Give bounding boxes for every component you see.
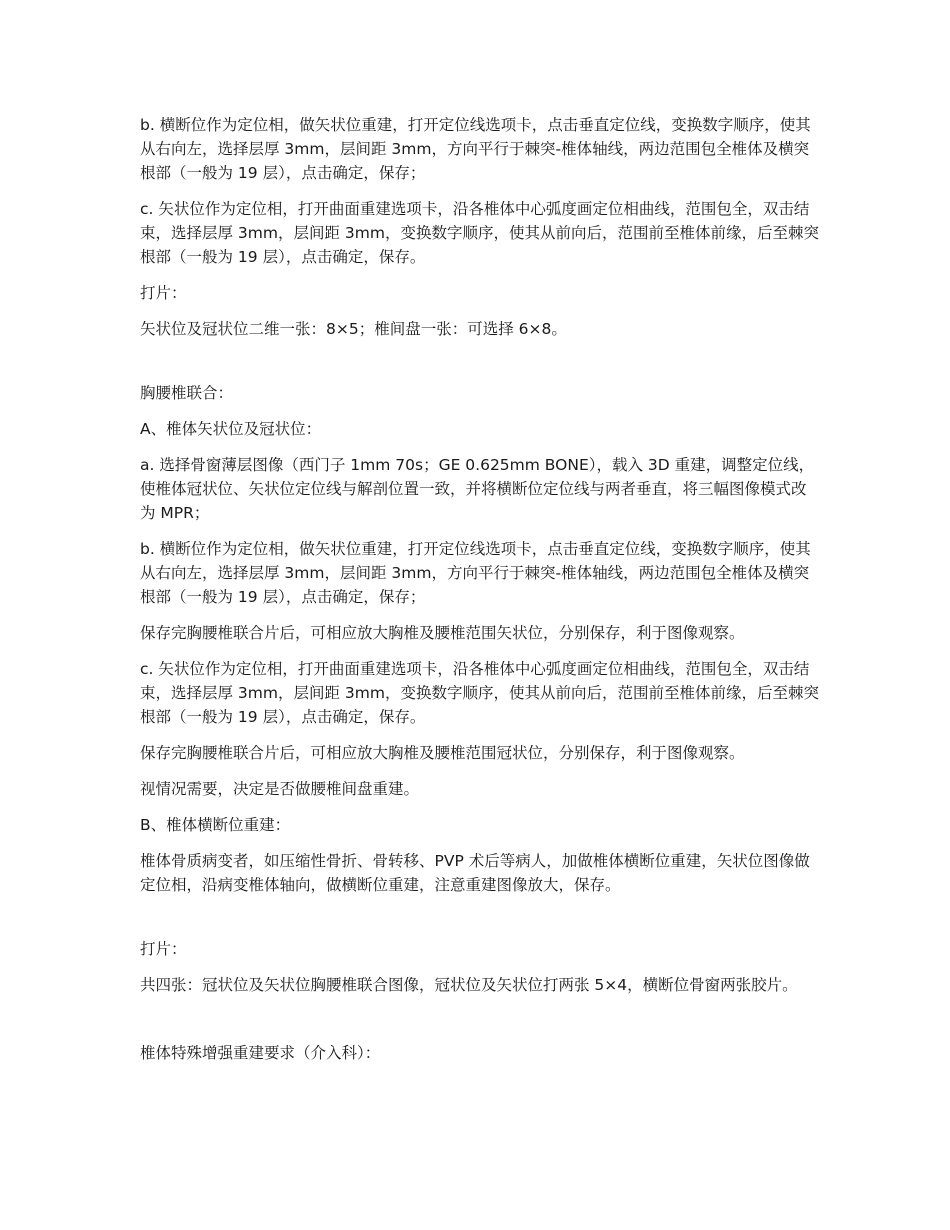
paragraph-printing-heading-2: 打片：: [140, 940, 187, 958]
paragraph-save-sagittal: 保存完胸腰椎联合片后，可相应放大胸椎及腰椎范围矢状位，分别保存，利于图像观察。: [140, 624, 745, 642]
paragraph-sagittal-reconstruction: b. 横断位作为定位相，做矢状位重建，打开定位线选项卡，点击垂直定位线，变换数字顺序，使其从右向左，选择层厚 3mm，层间距 3mm，方向平行于棘突-椎体轴线，两边范围包全椎体及横突根部（一般为 19 层），点击确定，保存；: [140, 116, 811, 182]
subheading-sagittal-coronal: A、椎体矢状位及冠状位：: [140, 420, 322, 438]
paragraph-sagittal-as-localizer: c. 矢状位作为定位相，打开曲面重建选项卡，沿各椎体中心弧度画定位相曲线，范围包全，双击结束，选择层厚 3mm，层间距 3mm，变换数字顺序，使其从前向后，范围前至椎体前缘，后至棘突根部（一般为 19 层），点击确定，保存。: [140, 660, 819, 726]
paragraph-printing-spec: 矢状位及冠状位二维一张：8×5；椎间盘一张：可选择 6×8。: [140, 320, 567, 338]
paragraph-axial-as-localizer: b. 横断位作为定位相，做矢状位重建，打开定位线选项卡，点击垂直定位线，变换数字顺序，使其从右向左，选择层厚 3mm，层间距 3mm，方向平行于棘突-椎体轴线，两边范围包全椎体及横突根部（一般为 19 层），点击确定，保存；: [140, 540, 811, 606]
paragraph-save-coronal: 保存完胸腰椎联合片后，可相应放大胸椎及腰椎范围冠状位，分别保存，利于图像观察。: [140, 744, 745, 762]
paragraph-disc-reconstruction: 视情况需要，决定是否做腰椎间盘重建。: [140, 780, 420, 798]
paragraph-select-bone-window: a. 选择骨窗薄层图像（西门子 1mm 70s；GE 0.625mm BONE），载入 3D 重建，调整定位线，使椎体冠状位、矢状位定位线与解剖位置一致，并将横断位定位线与两者垂直，将三幅图像模式改为 MPR；: [140, 456, 815, 522]
section-heading-thoracolumbar: 胸腰椎联合：: [140, 384, 234, 402]
paragraph-printing-heading: 打片：: [140, 284, 187, 302]
subheading-axial-reconstruction: B、椎体横断位重建：: [140, 816, 291, 834]
paragraph-bone-lesion: 椎体骨质病变者，如压缩性骨折、骨转移、PVP 术后等病人，加做椎体横断位重建，矢状位图像做定位相，沿病变椎体轴向，做横断位重建，注意重建图像放大，保存。: [140, 852, 810, 894]
paragraph-curved-reconstruction: c. 矢状位作为定位相，打开曲面重建选项卡，沿各椎体中心弧度画定位相曲线，范围包全，双击结束，选择层厚 3mm，层间距 3mm，变换数字顺序，使其从前向后，范围前至椎体前缘，后至棘突根部（一般为 19 层），点击确定，保存。: [140, 200, 819, 266]
paragraph-printing-spec-2: 共四张：冠状位及矢状位胸腰椎联合图像，冠状位及矢状位打两张 5×4，横断位骨窗两张胶片。: [140, 976, 798, 994]
document-body: [140, 113, 820, 1077]
section-heading-special-enhanced: 椎体特殊增强重建要求（介入科）：: [140, 1044, 381, 1062]
